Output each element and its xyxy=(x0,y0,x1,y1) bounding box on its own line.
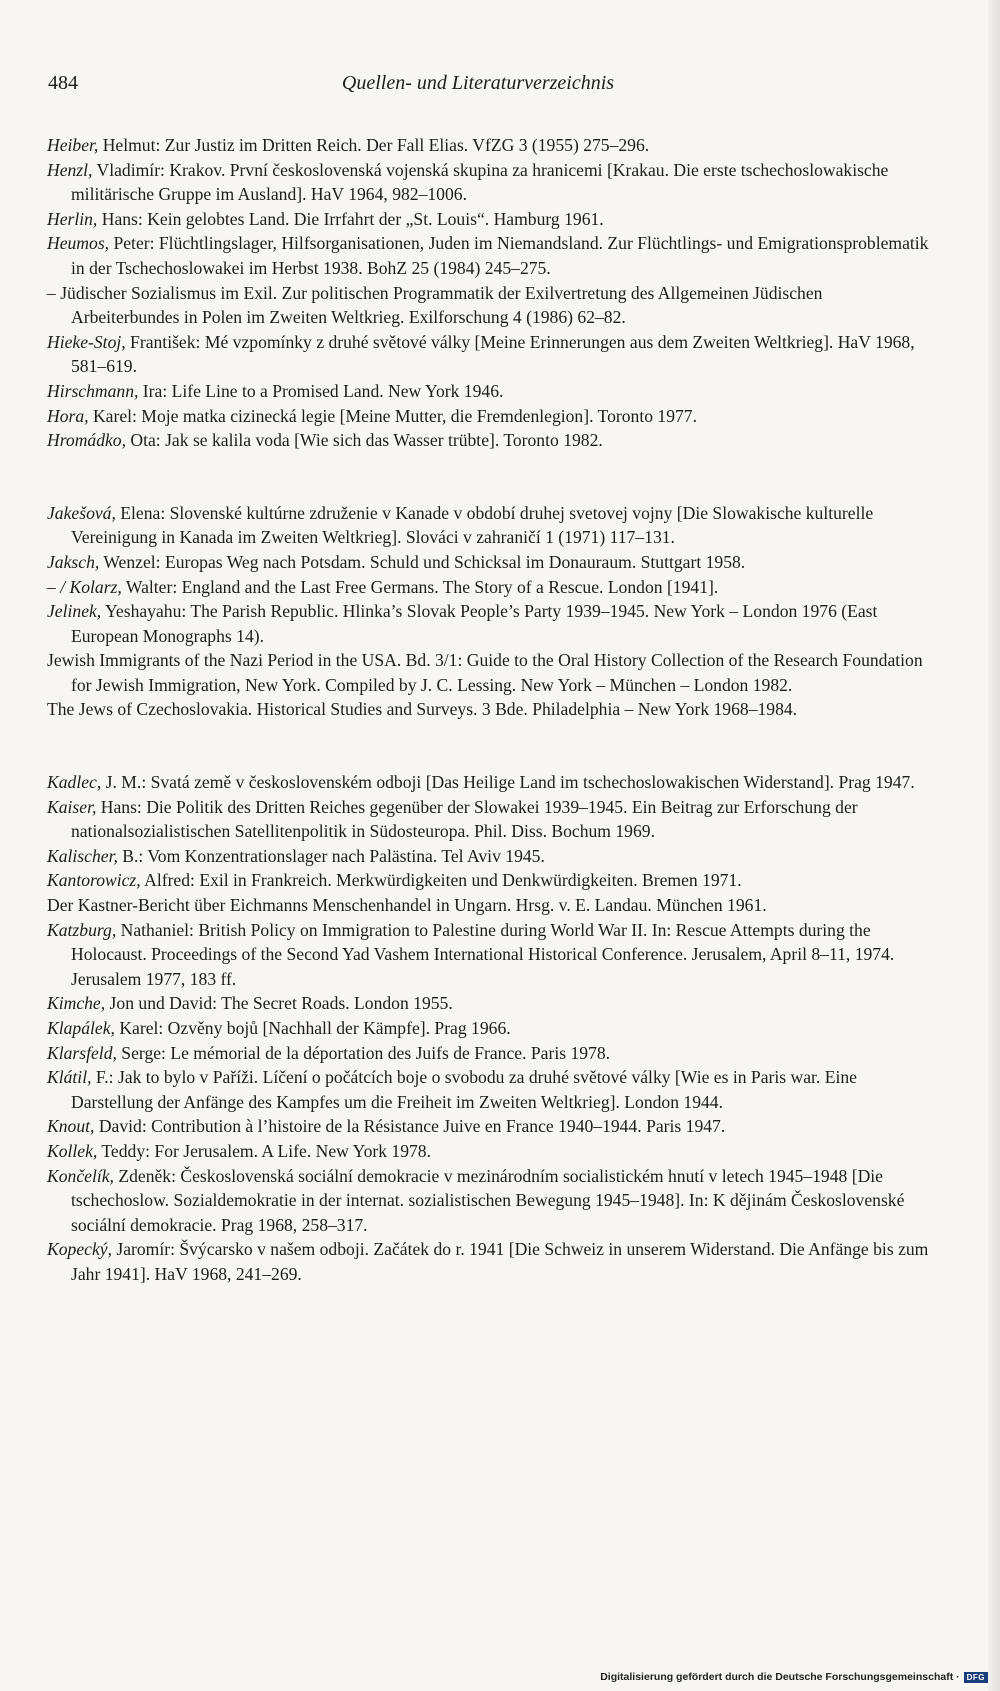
entry-text: Serge: Le mémorial de la déportation des Juifs de France. Paris 1978. xyxy=(116,1042,611,1063)
bibliography-entry xyxy=(47,770,929,795)
entry-author: Kadlec, xyxy=(47,772,102,793)
entry-author: Kaiser, xyxy=(47,796,97,817)
bibliography-entry xyxy=(47,428,929,453)
entry-author: Jaksch, xyxy=(47,551,100,572)
bibliography-entry xyxy=(47,795,929,844)
bibliography-entry xyxy=(47,991,929,1016)
page-edge-shadow xyxy=(988,0,1000,1691)
bibliography-entry xyxy=(47,1065,929,1114)
entry-text: Karel: Moje matka cizinecká legie [Meine Mutter, die Fremdenlegion]. Toronto 1977. xyxy=(88,405,697,426)
bibliography-entry xyxy=(47,379,929,404)
entry-author: Kantorowicz, xyxy=(47,870,141,891)
entry-author: Hirschmann, xyxy=(47,380,139,401)
digitization-credit xyxy=(600,1671,988,1683)
entry-author: Henzl, xyxy=(47,159,93,180)
bibliography-entry xyxy=(47,1139,929,1164)
bibliography-entry xyxy=(47,1016,929,1041)
section-gap xyxy=(47,722,929,770)
entry-text: Ota: Jak se kalila voda [Wie sich das Wasser trübte]. Toronto 1982. xyxy=(126,430,603,451)
bibliography-entry xyxy=(47,697,929,722)
entry-author: Heiber, xyxy=(47,135,99,155)
entry-text: Der Kastner-Bericht über Eichmanns Menschenhandel in Ungarn. Hrsg. v. E. Landau. München 1961. xyxy=(47,895,767,916)
entry-text: Alfred: Exil in Frankreich. Merkwürdigkeiten und Denkwürdigkeiten. Bremen 1971. xyxy=(140,870,742,891)
entry-text: David: Contribution à l’histoire de la Résistance Juive en France 1940–1944. Paris 1947. xyxy=(94,1116,726,1137)
bibliography-entry xyxy=(47,501,929,550)
bibliography-entry xyxy=(47,158,929,207)
entry-text: Hans: Kein gelobtes Land. Die Irrfahrt der „St. Louis“. Hamburg 1961. xyxy=(97,208,604,229)
bibliography-entry xyxy=(47,133,929,158)
entry-text: Jewish Immigrants of the Nazi Period in the USA. Bd. 3/1: Guide to the Oral History Collection of the Research Foundation for Jewish Immigration, New York. Compiled by J. C. Lessing. New York – München – London 1982. xyxy=(47,650,923,695)
entry-text: Nathaniel: British Policy on Immigration to Palestine during World War II. In: Rescue Attempts during the Holocaust. Proceedings of the Second Yad Vashem International Historical Conference. Jerusalem, April 8–11, 1974. Jerusalem 1977, 183 ff. xyxy=(71,919,895,989)
entry-author: Hora, xyxy=(47,405,89,426)
entry-author: Katzburg, xyxy=(47,919,117,940)
entry-author: Hieke-Stoj, xyxy=(47,331,126,352)
bibliography-entry xyxy=(47,207,929,232)
page-header xyxy=(48,72,908,102)
entry-text: J. M.: Svatá země v československém odboji [Das Heilige Land im tschechoslowakischen Widerstand]. Prag 1947. xyxy=(101,772,915,793)
entry-text: The Jews of Czechoslovakia. Historical Studies and Surveys. 3 Bde. Philadelphia – New York 1968–1984. xyxy=(47,699,798,720)
entry-text: Peter: Flüchtlingslager, Hilfsorganisationen, Juden im Niemandsland. Zur Flüchtlings- und Emigrationsproblematik in der Tschechoslowakei im Herbst 1938. BohZ 25 (1984) 245–275. xyxy=(71,233,929,278)
credit-text: Digitalisierung gefördert durch die Deutsche Forschungsgemeinschaft · xyxy=(600,1671,960,1683)
entry-text: B.: Vom Konzentrationslager nach Palästina. Tel Aviv 1945. xyxy=(117,845,545,866)
bibliography-entry xyxy=(47,550,929,575)
bibliography-entry xyxy=(47,575,929,600)
entry-author: Jakešová, xyxy=(47,502,116,523)
entry-text: Vladimír: Krakov. První československá vojenská skupina za hranicemi [Krakau. Die erste tschechoslowakische militärische Gruppe im Ausland]. HaV 1964, 982–1006. xyxy=(71,159,889,205)
bibliography-entry xyxy=(47,648,929,697)
bibliography-entry xyxy=(47,330,929,379)
entry-text: Teddy: For Jerusalem. A Life. New York 1978. xyxy=(97,1140,432,1161)
bibliography-entry xyxy=(47,868,929,893)
bibliography-entry xyxy=(47,1164,929,1238)
entry-text: – Jüdischer Sozialismus im Exil. Zur politischen Programmatik der Exilvertretung des Allgemeinen Jüdischen Arbeiterbundes in Polen im Zweiten Weltkrieg. Exilforschung 4 (1986) 62–82. xyxy=(47,282,823,328)
entry-text: Walter: England and the Last Free Germans. The Story of a Rescue. London [1941]. xyxy=(121,576,719,597)
bibliography-list xyxy=(47,133,929,1287)
entry-author: Kopecký, xyxy=(47,1239,112,1260)
bibliography-entry xyxy=(47,1041,929,1066)
entry-author: Klátil, xyxy=(47,1067,92,1088)
running-title: Quellen- und Literaturverzeichnis xyxy=(341,72,615,94)
entry-text: Ira: Life Line to a Promised Land. New York 1946. xyxy=(138,380,504,401)
bibliography-entry xyxy=(47,1237,929,1286)
entry-text: Jon und David: The Secret Roads. London 1955. xyxy=(105,993,453,1014)
entry-author: Heumos, xyxy=(47,233,110,254)
page-number: 484 xyxy=(48,72,78,94)
entry-author: Jelinek, xyxy=(47,601,102,622)
entry-author: Klapálek, xyxy=(47,1018,115,1038)
entry-text: Hans: Die Politik des Dritten Reiches gegenüber der Slowakei 1939–1945. Ein Beitrag zur Erforschung der nationalsozialistischen Satellitenpolitik in Südosteuropa. Phil. Diss. Bochum 1969. xyxy=(71,796,858,842)
entry-author: – / Kolarz, xyxy=(47,576,122,597)
bibliography-entry xyxy=(47,844,929,869)
bibliography-entry xyxy=(47,893,929,918)
entry-text: Zdeněk: Československá sociální demokracie v mezinárodním socialistickém hnutí v letech 1945–1948 [Die tschechoslow. Sozialdemokratie in der internat. sozialistischen Bewegung 1945–1948]. In: K dějinám Československé sociální demokracie. Prag 1968, 258–317. xyxy=(71,1165,905,1235)
bibliography-entry xyxy=(47,1114,929,1139)
entry-author: Kimche, xyxy=(47,993,106,1014)
dfg-logo: DFG xyxy=(964,1672,988,1683)
bibliography-entry xyxy=(47,918,929,992)
entry-author: Končelík, xyxy=(47,1165,114,1186)
entry-text: Yeshayahu: The Parish Republic. Hlinka’s Slovak People’s Party 1939–1945. New York – London 1976 (East European Monographs 14). xyxy=(71,601,878,646)
entry-author: Herlin, xyxy=(47,208,98,229)
bibliography-entry xyxy=(47,281,929,330)
entry-text: Wenzel: Europas Weg nach Potsdam. Schuld und Schicksal im Donauraum. Stuttgart 1958. xyxy=(99,551,746,572)
entry-author: Kollek, xyxy=(47,1140,98,1161)
entry-author: Kalischer, xyxy=(47,845,118,866)
bibliography-entry xyxy=(47,231,929,280)
entry-text: Karel: Ozvěny bojů [Nachhall der Kämpfe]. Prag 1966. xyxy=(114,1018,511,1038)
bibliography-entry xyxy=(47,599,929,648)
entry-text: F.: Jak to bylo v Paříži. Líčení o počátcích boje o svobodu za druhé světové války [Wie es in Paris war. Eine Darstellung der Anfänge des Kampfes um die Freiheit im Zweiten Weltkrieg]. London 1944. xyxy=(71,1067,857,1112)
entry-text: Helmut: Zur Justiz im Dritten Reich. Der Fall Elias. VfZG 3 (1955) 275–296. xyxy=(98,135,650,155)
section-gap xyxy=(47,453,929,501)
entry-text: Elena: Slovenské kultúrne združenie v Kanade v období druhej svetovej vojny [Die Slowakische kulturelle Vereinigung in Kanada im Zweiten Weltkrieg]. Slováci v zahraničí 1 (1971) 117–131. xyxy=(71,502,874,548)
entry-text: Jaromír: Švýcarsko v našem odboji. Začátek do r. 1941 [Die Schweiz in unserem Widerstand. Die Anfänge bis zum Jahr 1941]. HaV 1968, 241–269. xyxy=(71,1239,929,1284)
entry-author: Hromádko, xyxy=(47,430,126,451)
entry-author: Klarsfeld, xyxy=(47,1042,117,1063)
entry-author: Knout, xyxy=(47,1116,95,1137)
entry-text: František: Mé vzpomínky z druhé světové války [Meine Erinnerungen aus dem Zweiten Weltkrieg]. HaV 1968, 581–619. xyxy=(71,331,915,377)
bibliography-entry xyxy=(47,404,929,429)
